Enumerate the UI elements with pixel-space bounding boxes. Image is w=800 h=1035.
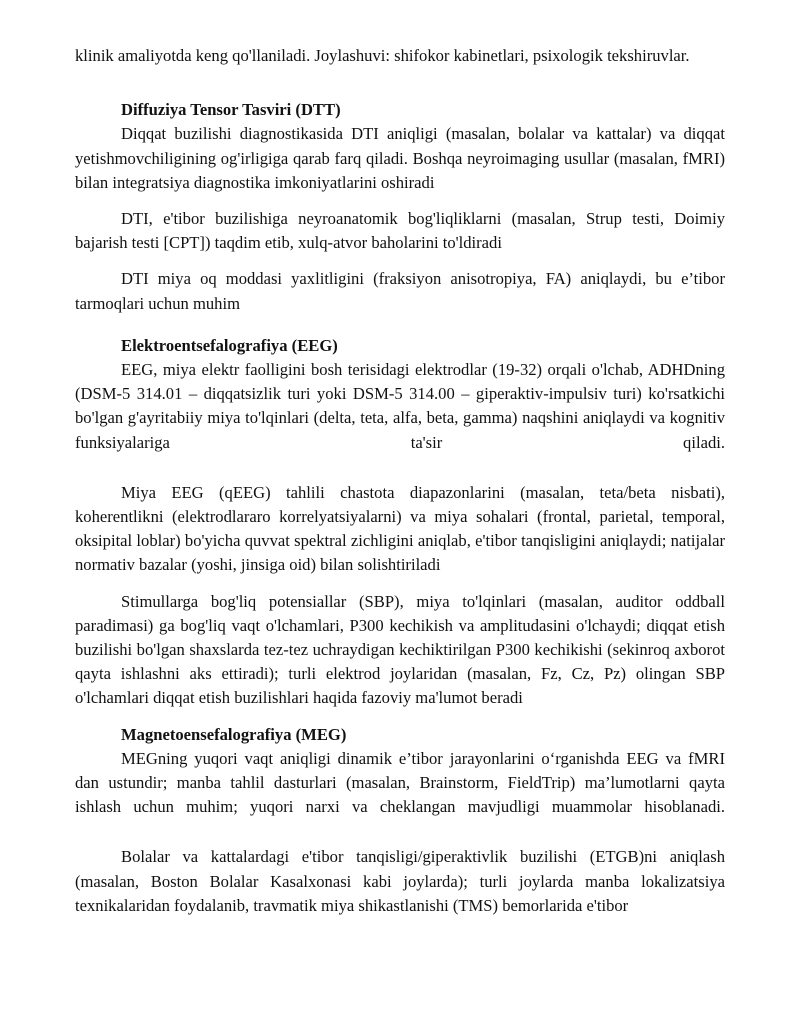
eeg-paragraph-1: EEG, miya elektr faolligini bosh terisidagi elektrodlar (19-32) orqali o'lchab, ADHDning (DSM-5 314.01 – diqqatsizlik turi yoki DSM-5 314.00 – giperaktiv-impulsiv turi) ko'rsatkichi bo'lgan g'ayritabiiy miya to'lqinlari (delta, teta, alfa, beta, gamma) naqshini aniqlaydi va kognitiv funksiyalariga ta'sir qiladi. [75,360,725,452]
intro-paragraph: klinik amaliyotda keng qo'llaniladi. Joylashuvi: shifokor kabinetlari, psixologik tekshiruvlar. [75,46,690,65]
eeg-heading: Elektroentsefalografiya (EEG) [121,335,338,355]
meg-paragraph-1: MEGning yuqori vaqt aniqligi dinamik e’tibor jarayonlarini o‘rganishda EEG va fMRI dan ustundir; manba tahlil dasturlari (masalan, Brainstorm, FieldTrip) ma’lumotlarni qayta ishlash uchun muhim; yuqori narxi va cheklangan mavjudligi muammolar hisoblanadi. [75,748,725,817]
meg-paragraph-2: Bolalar va kattalardagi e'tibor tanqisligi/giperaktivlik buzilishi (ETGB)ni aniqlash (masalan, Boston Bolalar Kasalxonasi kabi joylarda); turli joylarda manba lokalizatsiya texnikalaridan foydalanib, travmatik miya shikastlanishi (TMS) bemorlarida e'tibor [75,847,725,915]
dtt-paragraph-2: DTI, e'tibor buzilishiga neyroanatomik bog'liqliklarni (masalan, Strup testi, Doimiy bajarish testi [CPT]) taqdim etib, xulq-atvor baholarini to'ldiradi [75,209,725,253]
spacer [75,68,725,98]
meg-heading: Magnetoensefalografiya (MEG) [121,724,347,744]
dtt-heading: Diffuziya Tensor Tasviri (DTT) [121,100,341,120]
dtt-paragraph-3: DTI miya oq moddasi yaxlitligini (fraksiyon anisotropiya, FA) aniqlaydi, bu e’tibor tarmoqlari uchun muhim [75,269,725,313]
eeg-paragraph-2: Miya EEG (qEEG) tahlili chastota diapazonlarini (masalan, teta/beta nisbati), koherentlikni (elektrodlararo korrelyatsiyalarni) va miya sohalari (frontal, parietal, temporal, oksipital loblar) bo'yicha quvvat spektral zichligini aniqlab, e'tibor tanqisligini aniqlaydi; natijalar normativ bazalar (yoshi, jinsiga oid) bilan solishtiriladi [75,482,725,575]
document-page [75,44,725,918]
dtt-paragraph-1: Diqqat buzilishi diagnostikasida DTI aniqligi (masalan, bolalar va kattalar) va diqqat yetishmovchiligining og'irligiga qarab farq qiladi. Boshqa neyroimaging usullar (masalan, fMRI) bilan integratsiya diagnostika imkoniyatlarini oshiradi [75,124,725,192]
eeg-paragraph-3: Stimullarga bog'liq potensiallar (SBP), miya to'lqinlari (masalan, auditor oddball paradimasi) ga bog'liq vaqt o'lchamlari, P300 kechikish va amplitudasini o'lchaydi; diqqat etish buzilishi bo'lgan shaxslarda tez-tez uchraydigan kechiktirilgan P300 kechikishi (sekinroq axborot qayta ishlashni aks ettiradi); turli elektrod joylaridan (masalan, Fz, Cz, Pz) olingan SBP o'lchamlari diqqat etish buzilishlari haqida fazoviy ma'lumot beradi [75,591,725,708]
